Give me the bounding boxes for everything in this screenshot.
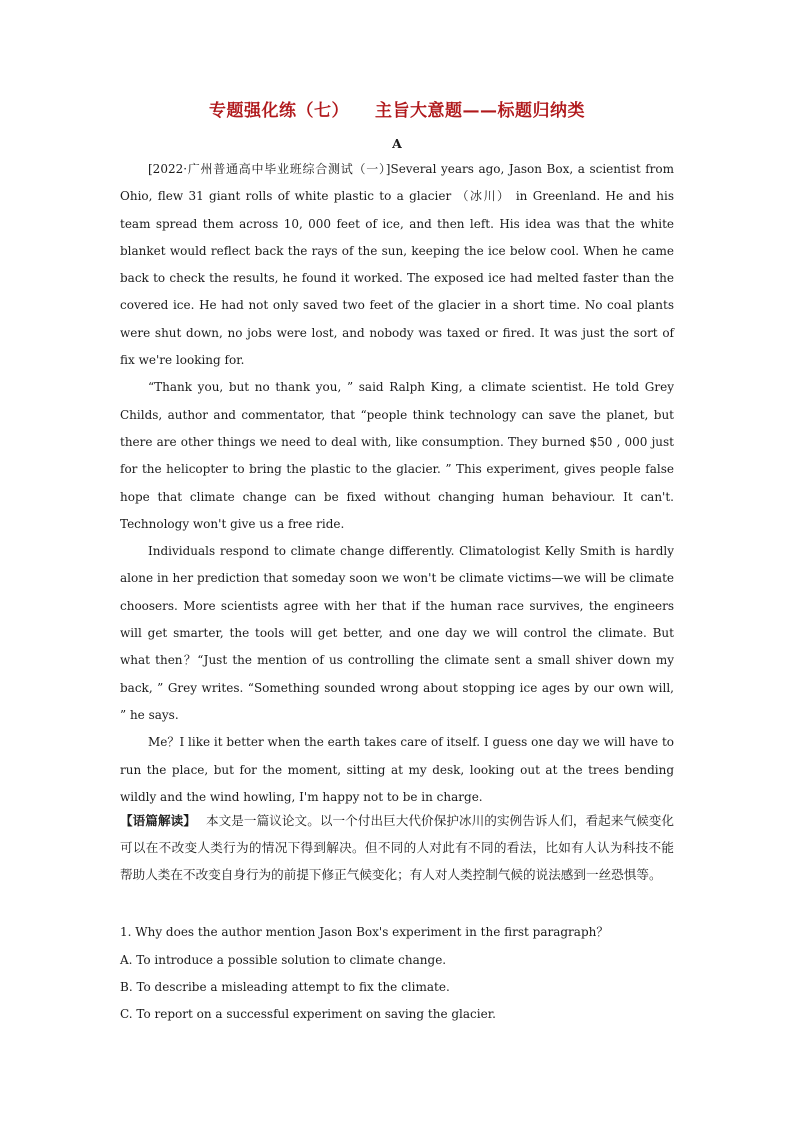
analysis-text: 本文是一篇议论文。以一个付出巨大代价保护冰川的实例告诉人们，看起来气候变化可以在不改变人类行为的情况下得到解决。但不同的人对此有不同的看法，比如有人认为科技不能帮助人类在不改变自身行为的前提下修正气候变化；有人对人类控制气候的说法感到一丝恐惧等。: [120, 813, 675, 882]
section-heading: A: [392, 136, 402, 151]
question-stem: 1. Why does the author mention Jason Box's experiment in the first paragraph？: [120, 925, 609, 939]
option-c: C. To report on a successful experiment on saving the glacier.: [120, 1007, 496, 1021]
passage-analysis: [120, 808, 674, 888]
paragraph-2: “Thank you, but no thank you, ” said Ralph King, a climate scientist. He told Grey Childs, author and commentator, that “people think technology can save the planet, but there are other things we need to deal with, like consumption. They burned $50 , 000 just for the helicopter to bring the plastic to the glacier. ” This experiment, gives people false hope that climate change can be fixed without changing human behaviour. It can't. Technology won't give us a free ride.: [120, 380, 674, 531]
analysis-label: 【语篇解读】: [120, 813, 196, 828]
option-b: B. To describe a misleading attempt to fix the climate.: [120, 980, 450, 994]
option-a: A. To introduce a possible solution to climate change.: [120, 953, 447, 967]
paragraph-4: Me？I like it better when the earth takes care of itself. I guess one day we will have to run the place, but for the moment, sitting at my desk, looking out at the trees bending wildly and the wind howling, I'm happy not to be in charge.: [120, 735, 674, 804]
passage: [120, 156, 674, 811]
title-subtopic: 主旨大意题——标题归纳类: [375, 101, 585, 121]
source-citation: [2022·广州普通高中毕业班综合测试（一）]: [148, 162, 391, 176]
page-title: [0, 96, 794, 121]
paragraph-3: Individuals respond to climate change differently. Climatologist Kelly Smith is hardly alone in her prediction that someday soon we won't be climate victims—we will be climate choosers. More scientists agree with her that if the human race survives, the engineers will get smarter, the tools will get better, and one day we will control the climate. But what then？“Just the mention of us controlling the climate sent a small shiver down my back, ” Grey writes. “Something sounded wrong about stopping ice ages by our own will, ” he says.: [120, 544, 674, 722]
title-topic: 专题强化练（七）: [209, 101, 349, 121]
paragraph-1: [2022·广州普通高中毕业班综合测试（一）]Several years ago, Jason Box, a scientist from Ohio, flew 31 giant rolls of white plastic to a glacier （冰川） in Greenland. He and his team spread them across 10, 000 feet of ice, and then left. His idea was that the white blanket would reflect back the rays of the sun, keeping the ice below cool. When he came back to check the results, he found it worked. The exposed ice had melted faster than the covered ice. He had not only saved two feet of the glacier in a short time. No coal plants were shut down, no jobs were lost, and nobody was taxed or fired. It was just the sort of fix we're looking for.: [120, 162, 675, 368]
